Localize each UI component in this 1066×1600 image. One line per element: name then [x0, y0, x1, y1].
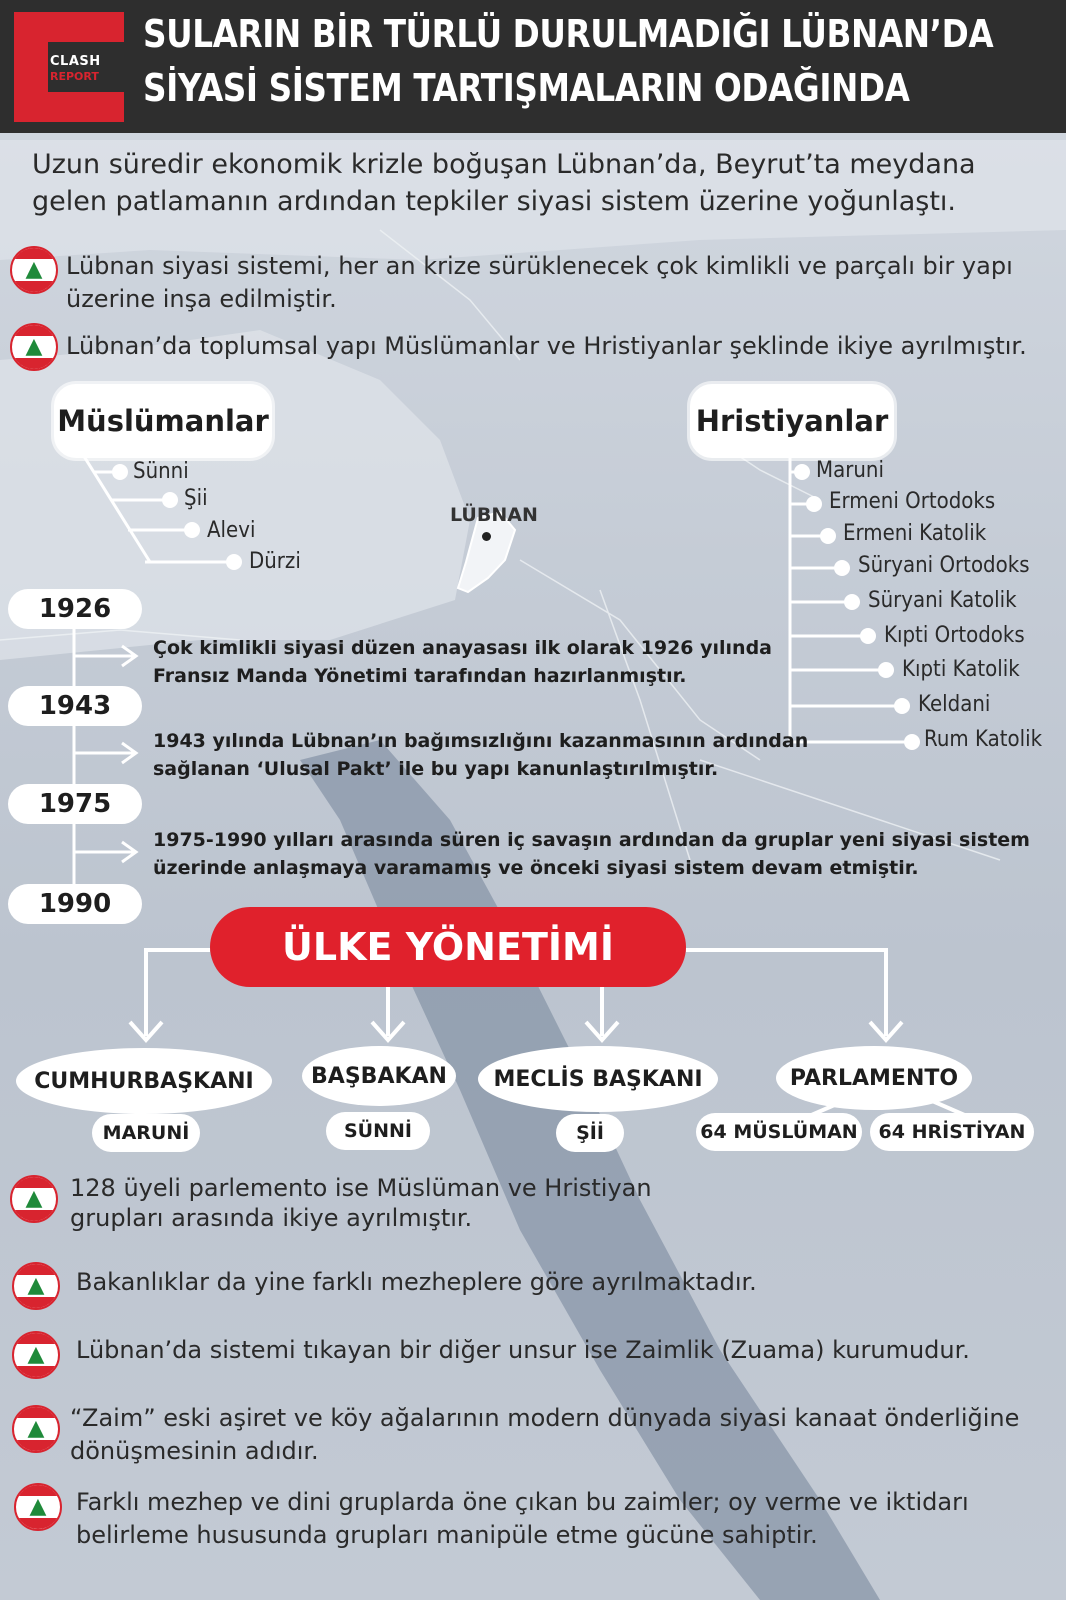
muslims-group-title: Müslümanlar: [54, 384, 272, 458]
prime-minister-role: BAŞBAKAN: [302, 1046, 456, 1106]
parliament-christian-seats: 64 HRİSTİYAN: [870, 1113, 1034, 1151]
sect-dot: [878, 662, 894, 678]
bullet-text: Lübnan siyasi sistemi, her an krize sürüklenecek çok kimlikli ve parçalı bir yapı üzerine inşa edilmiştir.: [66, 252, 1013, 313]
timeline-year: 1975: [8, 784, 142, 824]
lebanon-flag-icon: ▲: [10, 246, 58, 294]
sect-label: Keldani: [918, 692, 991, 717]
clash-report-logo: [14, 12, 124, 122]
timeline-event-line: üzerinde anlaşmaya varamamış ve önceki siyasi sistem devam etmiştir.: [153, 857, 919, 879]
timeline-lines: [60, 610, 150, 910]
sect-label: Süryani Katolik: [868, 588, 1017, 613]
sect-label: Alevi: [207, 518, 256, 543]
timeline-event: [153, 826, 1030, 882]
page-title-line1: SULARIN BİR TÜRLÜ DURULMADIĞI LÜBNAN’DA: [143, 12, 994, 56]
christians-group-title: Hristiyanlar: [690, 384, 894, 458]
sect-dot: [794, 464, 810, 480]
bullet-text: “Zaim” eski aşiret ve köy ağalarının modern dünyada siyasi kanaat önderliğine dönüşmesinin adıdır.: [70, 1404, 1020, 1465]
speaker-role: MECLİS BAŞKANI: [478, 1046, 718, 1112]
logo-text-bottom: REPORT: [50, 70, 99, 83]
timeline-event-line: sağlanan ‘Ulusal Pakt’ ile bu yapı kanunlaştırılmıştır.: [153, 758, 719, 780]
sect-label: Şii: [184, 486, 208, 511]
sect-label: Kıpti Katolik: [902, 657, 1020, 682]
timeline-year: 1990: [8, 884, 142, 924]
timeline-event-line: Çok kimlikli siyasi düzen anayasası ilk olarak 1926 yılında: [153, 637, 773, 659]
country-government-title: ÜLKE YÖNETİMİ: [210, 907, 686, 987]
sect-label: Ermeni Ortodoks: [829, 489, 996, 514]
sect-dot: [112, 464, 128, 480]
beirut-dot: [482, 532, 491, 541]
lebanon-flag-icon: ▲: [14, 1483, 62, 1531]
sect-dot: [820, 528, 836, 544]
bullet-text: Lübnan’da toplumsal yapı Müslümanlar ve Hristiyanlar şeklinde ikiye ayrılmıştır.: [66, 332, 1027, 360]
sect-label: Kıpti Ortodoks: [884, 623, 1025, 648]
sect-label: Süryani Ortodoks: [858, 553, 1030, 578]
sect-dot: [834, 560, 850, 576]
bullet-text: Bakanlıklar da yine farklı mezheplere göre ayrılmaktadır.: [76, 1268, 757, 1296]
sect-dot: [806, 496, 822, 512]
sect-dot: [894, 698, 910, 714]
sect-dot: [844, 594, 860, 610]
sect-label: Dürzi: [249, 549, 301, 574]
map-label-lebanon: LÜBNAN: [450, 504, 538, 526]
sect-dot: [226, 554, 242, 570]
timeline-year: 1926: [8, 589, 142, 629]
page-title-line2: SİYASİ SİSTEM TARTIŞMALARIN ODAĞINDA: [143, 66, 910, 110]
timeline-year: 1943: [8, 686, 142, 726]
sect-label: Ermeni Katolik: [843, 521, 987, 546]
president-sect: MARUNİ: [92, 1114, 200, 1152]
timeline-event-line: Fransız Manda Yönetimi tarafından hazırlanmıştır.: [153, 665, 687, 687]
bullet-text: Lübnan’da sistemi tıkayan bir diğer unsur ise Zaimlik (Zuama) kurumudur.: [76, 1336, 970, 1364]
timeline-event: [153, 634, 772, 690]
parliament-muslim-seats: 64 MÜSLÜMAN: [696, 1113, 862, 1151]
sect-dot: [860, 628, 876, 644]
intro-text: Uzun süredir ekonomik krizle boğuşan Lübnan’da, Beyrut’ta meydana gelen patlamanın ardından tepkiler siyasi sistem üzerine yoğunlaştı.: [32, 149, 976, 217]
lebanon-flag-icon: ▲: [10, 323, 58, 371]
lebanon-flag-icon: ▲: [12, 1405, 60, 1453]
lebanon-flag-icon: ▲: [12, 1331, 60, 1379]
sect-label: Sünni: [133, 459, 189, 484]
sect-label: Maruni: [816, 458, 884, 483]
bullet-text: 128 üyeli parlemento ise Müslüman ve Hristiyan grupları arasında ikiye ayrılmıştır.: [70, 1174, 652, 1232]
sect-label: Rum Katolik: [924, 727, 1043, 752]
lebanon-flag-icon: ▲: [12, 1262, 60, 1310]
sect-dot: [184, 522, 200, 538]
speaker-sect: Şİİ: [556, 1114, 624, 1152]
logo-text-top: CLASH: [50, 54, 101, 69]
timeline-event: [153, 727, 808, 783]
timeline-event-line: 1943 yılında Lübnan’ın bağımsızlığını kazanmasının ardından: [153, 730, 809, 752]
header-bar: [0, 0, 1066, 133]
sect-dot: [162, 492, 178, 508]
timeline-event-line: 1975-1990 yılları arasında süren iç savaşın ardından da gruplar yeni siyasi sistem: [153, 829, 1030, 851]
sect-dot: [904, 734, 920, 750]
prime-minister-sect: SÜNNİ: [326, 1112, 430, 1150]
parliament-role: PARLAMENTO: [776, 1046, 972, 1110]
president-role: CUMHURBAŞKANI: [16, 1048, 272, 1114]
bullet-text: Farklı mezhep ve dini gruplarda öne çıkan bu zaimler; oy verme ve iktidarı belirleme hususunda grupları manipüle etme gücüne sahiptir.: [76, 1488, 969, 1549]
lebanon-flag-icon: ▲: [10, 1175, 58, 1223]
